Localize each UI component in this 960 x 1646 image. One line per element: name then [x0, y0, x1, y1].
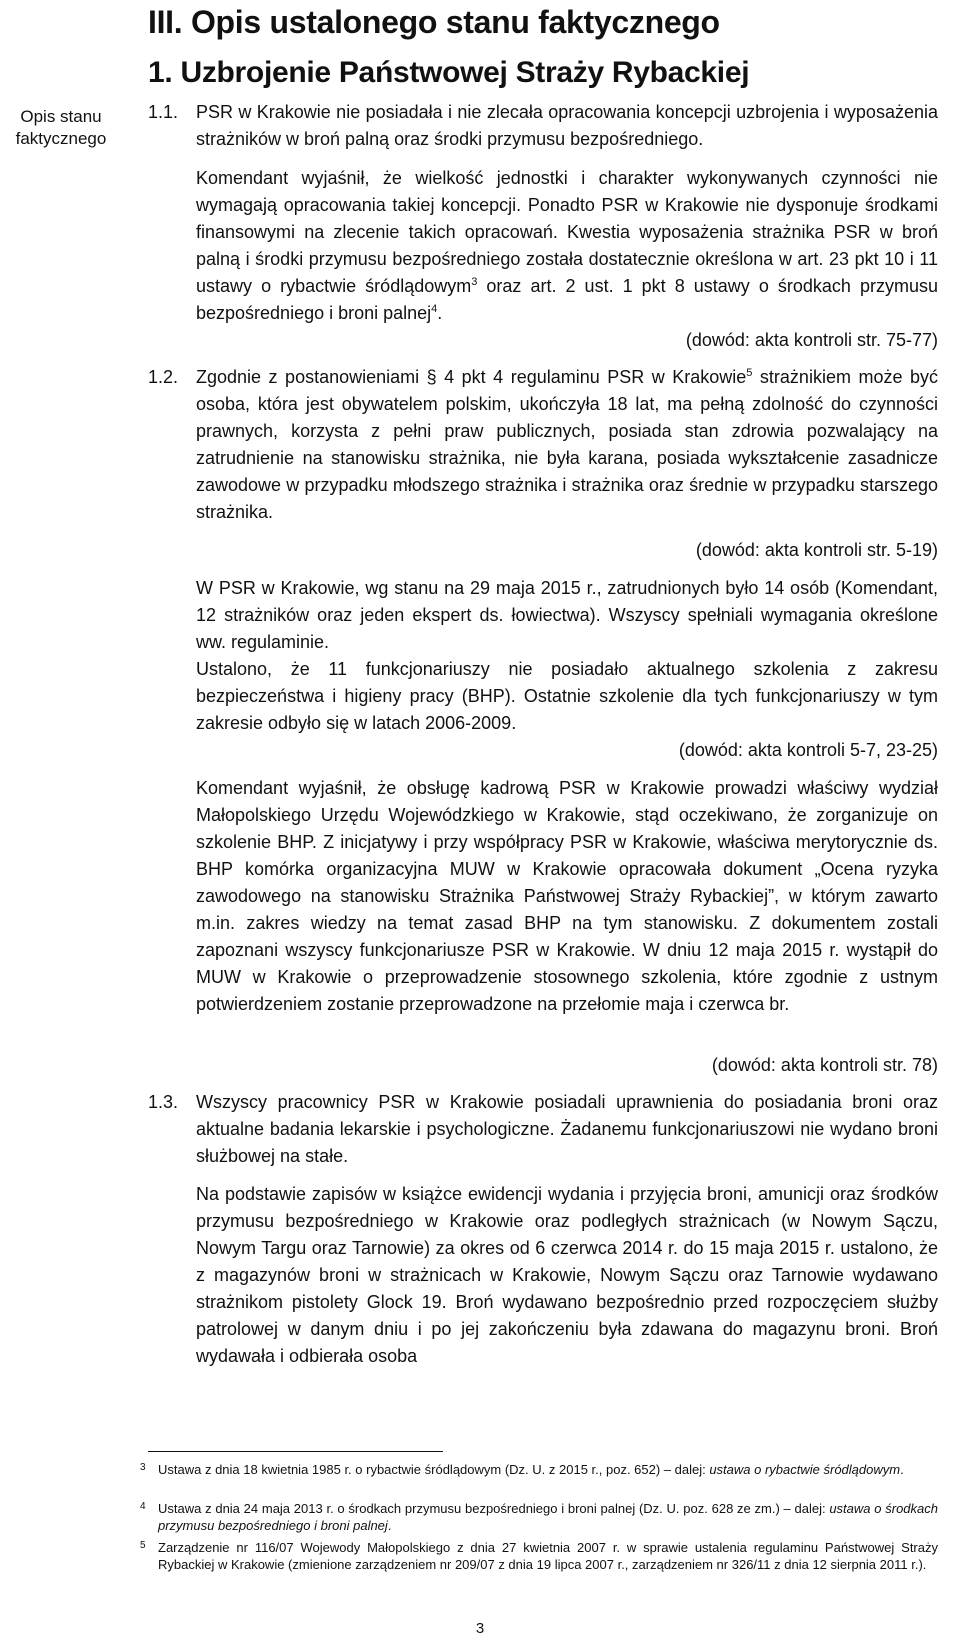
section-sign: § — [426, 367, 437, 387]
section-1-2-text-a: Zgodnie z postanowieniami — [196, 367, 427, 387]
section-1-2-paragraph-2: W PSR w Krakowie, wg stanu na 29 maja 2015 r., zatrudnionych było 14 osób (Komendant, 12 strażników oraz jeden ekspert ds. łowiectwa). Wszyscy spełniali wymagania określone ww. regulaminie. — [196, 578, 938, 652]
footnote-3 — [140, 1461, 938, 1478]
proof-reference: (dowód: akta kontroli str. 5-19) — [695, 540, 938, 560]
section-1-1-body-text-b: oraz art. 2 ust. 1 pkt 8 ustawy o środkach przymusu bezpośredniego i broni palnej — [196, 276, 938, 323]
section-1-3-paragraph-2: Na podstawie zapisów w książce ewidencji wydania i przyjęcia broni, amunicji oraz środków przymusu bezpośredniego w Krakowie oraz podległych strażnicach (w Nowym Sączu, Nowym Targu oraz Tarnowie) za okres od 6 czerwca 2014 r. do 15 maja 2015 r. ustalono, że z magazynów broni w strażnicach w Krakowie, Nowym Sączu oraz Tarnowie wydawano strażnikom pistolety Glock 19. Broń wydawano bezpośrednio przed rozpoczęciem służby patrolowej w danym dniu i po jej zakończeniu była zdawana do magazynu broni. Broń wydawała i odbierała osoba — [196, 1184, 938, 1366]
section-number-1-2: 1.2. — [148, 367, 179, 387]
footnote-text — [158, 1461, 938, 1478]
section-1-3-paragraph-1: Wszyscy pracownicy PSR w Krakowie posiadali uprawnienia do posiadania broni oraz aktualne badania lekarskie i psychologiczne. Żadanemu funkcjonariuszowi nie wydano broni służbowej na stałe. — [196, 1092, 938, 1166]
section-title: 1. Uzbrojenie Państwowej Straży Rybackiej — [148, 56, 750, 89]
section-1-2-paragraph-3: Ustalono, że 11 funkcjonariuszy nie posiadało aktualnego szkolenia z zakresu bezpieczeństwa i higieny pracy (BHP). Ostatnie szkolenie dla tych funkcjonariuszy w tym zakresie odbyło się w latach 2006-2009. — [196, 659, 938, 733]
proof-reference: (dowód: akta kontroli str. 78) — [711, 1055, 938, 1075]
section-1-2-text-b: 4 pkt 4 regulaminu PSR w Krakowie — [436, 367, 747, 387]
footnote-text — [158, 1539, 938, 1573]
footnote-text-tail: . — [387, 1518, 392, 1533]
section-1-2-paragraph-4: Komendant wyjaśnił, że obsługę kadrową PSR w Krakowie prowadzi właściwy wydział Małopolskiego Urzędu Wojewódzkiego w Krakowie, stąd oczekiwano, że zorganizuje on szkolenie BHP. Z inicjatywy i przy współpracy PSR w Krakowie, właściwa merytorycznie ds. BHP komórka organizacyjna MUW w Krakowie opracowała dokument „Ocena ryzyka zawodowego na stanowisku Strażnika Państwowej Straży Rybackiej”, w którym zawarto m.in. zakres wiedzy na temat zasad BHP na tym stanowisku. Z dokumentem zostali zapoznani wszyscy funkcjonariusze PSR w Krakowie. W dniu 12 maja 2015 r. wystąpił do MUW w Krakowie o przeprowadzenie stosownego szkolenia, które zgodnie z ustnym potwierdzeniem zostanie przeprowadzone na przełomie maja i czerwca br. — [196, 778, 938, 1014]
proof-reference: (dowód: akta kontroli 5-7, 23-25) — [678, 740, 938, 760]
section-1-1-body-text-c: . — [437, 303, 443, 323]
margin-note: Opis stanu faktycznego — [15, 107, 107, 148]
footnote-5 — [140, 1539, 938, 1573]
footnote-separator — [148, 1451, 443, 1452]
footnote-number: 4 — [140, 1501, 146, 1512]
footnote-ref-4: 4 — [431, 303, 438, 315]
footnote-ref-5: 5 — [746, 367, 753, 379]
page-title: III. Opis ustalonego stanu faktycznego — [148, 4, 720, 40]
footnote-text-tail: . — [900, 1462, 904, 1477]
footnote-text-italic: ustawa o środkach przymusu bezpośredniego i broni palnej — [158, 1501, 938, 1533]
footnote-text-plain: Ustawa z dnia 18 kwietnia 1985 r. o rybactwie śródlądowym (Dz. U. z 2015 r., poz. 652) – dalej: — [158, 1462, 710, 1477]
footnote-4 — [140, 1500, 938, 1534]
page-number: 3 — [475, 1620, 485, 1637]
section-1-1-body — [196, 165, 938, 327]
footnote-text — [158, 1500, 938, 1534]
section-1-2-paragraph-1 — [196, 364, 938, 526]
section-number-1-3: 1.3. — [148, 1092, 179, 1112]
footnote-number: 5 — [140, 1540, 146, 1551]
footnote-number: 3 — [140, 1462, 146, 1473]
footnote-text-plain: Zarządzenie nr 116/07 Wojewody Małopolskiego z dnia 27 kwietnia 2007 r. w sprawie ustalenia regulaminu Państwowej Straży Rybackiej w Krakowie (zmienione zarządzeniem nr 209/07 z dnia 19 lipca 2007 r., zarządzeniem nr 326/11 z dnia 12 sierpnia 2011 r.). — [158, 1540, 938, 1572]
section-1-1-intro: PSR w Krakowie nie posiadała i nie zlecała opracowania koncepcji uzbrojenia i wyposażenia strażników w broń palną oraz środki przymusu bezpośredniego. — [196, 102, 938, 149]
footnote-ref-3: 3 — [471, 276, 478, 288]
footnote-text-italic: ustawa o rybactwie śródlądowym — [709, 1462, 901, 1477]
section-1-2-text-c: strażnikiem może być osoba, która jest obywatelem polskim, ukończyła 18 lat, ma pełną zdolność do czynności prawnych, korzysta z pełni praw publicznych, posiada stan zdrowia pozwalający na zatrudnienie na stanowisku strażnika, nie była karana, posiada wykształcenie zasadnicze zawodowe w przypadku młodszego strażnika i strażnika oraz średnie w przypadku starszego strażnika. — [196, 367, 938, 522]
section-number-1-1: 1.1. — [148, 102, 179, 122]
proof-reference: (dowód: akta kontroli str. 75-77) — [685, 330, 938, 350]
section-1-1-body-text-a: Komendant wyjaśnił, że wielkość jednostki i charakter wykonywanych czynności nie wymagają opracowania takiej koncepcji. Ponadto PSR w Krakowie nie dysponuje środkami finansowymi na zlecenie takich opracowań. Kwestia wyposażenia strażnika PSR w broń palną i środki przymusu bezpośredniego została dostatecznie określona w art. 23 pkt 10 i 11 ustawy o rybactwie śródlądowym — [196, 168, 938, 296]
footnote-text-plain: Ustawa z dnia 24 maja 2013 r. o środkach przymusu bezpośredniego i broni palnej (Dz. U. poz. 628 ze zm.) – dalej: — [158, 1501, 830, 1516]
